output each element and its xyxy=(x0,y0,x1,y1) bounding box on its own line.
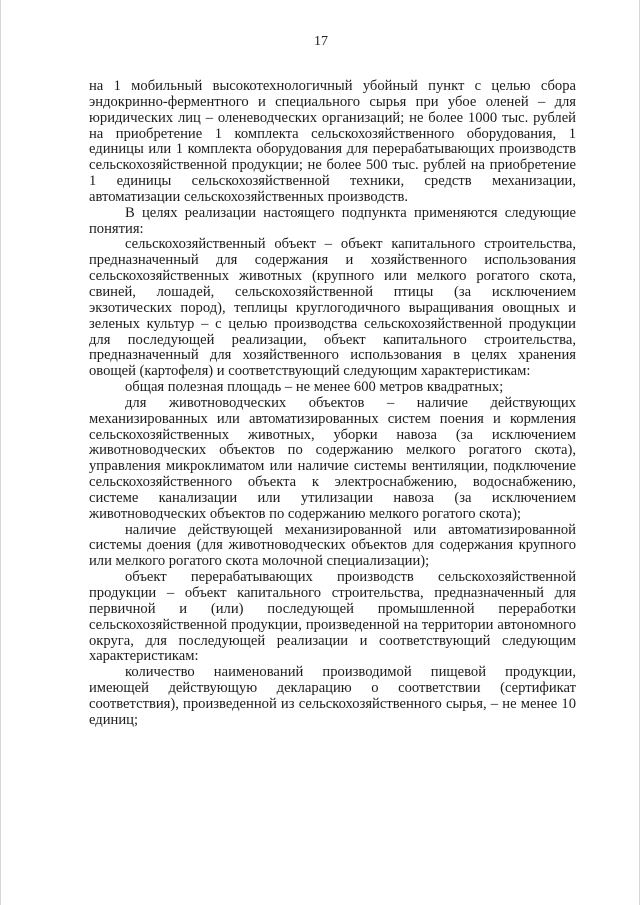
paragraph-milking-system: наличие действующей механизированной или автоматизированной системы доения (для животноводческих объектов для содержания крупного или мелкого рогатого скота молочной специализации); xyxy=(89,521,576,570)
document-body xyxy=(89,79,576,729)
paragraph-definitions-intro: В целях реализации настоящего подпункта применяются следующие понятия: xyxy=(89,204,576,237)
paragraph-floor-area: общая полезная площадь – не менее 600 метров квадратных; xyxy=(125,379,504,396)
paragraph-product-count: количество наименований производимой пищевой продукции, имеющей действующую декларацию о соответствии (сертификат соответствия), произведенной из сельскохозяйственного сырья, – не менее 10 единиц; xyxy=(89,664,576,728)
paragraph-livestock-systems: для животноводческих объектов – наличие действующих механизированных или автоматизированных систем поения и кормления сельскохозяйственных животных, уборки навоза (за исключением животноводческих объектов по содержанию мелкого рогатого скота), управления микроклиматом или наличие системы вентиляции, подключение сельскохозяйственного объекта к электроснабжению, водоснабжению, системе канализации или утилизации навоза (за исключением животноводческих объектов по содержанию мелкого рогатого скота); xyxy=(89,394,576,522)
paragraph-processing-object: объект перерабатывающих производств сельскохозяйственной продукции – объект капитального строительства, предназначенный для первичной и (или) последующей промышленной переработки сельскохозяйственной продукции, произведенной на территории автономного округа, для последующей реализации и соответствующий следующим характеристикам: xyxy=(89,569,576,665)
paragraph-funding-limits: на 1 мобильный высокотехнологичный убойный пункт с целью сбора эндокринно-ферментного и специального сырья при убое оленей – для юридических лиц – оленеводческих организаций; не более 1000 тыс. рублей на приобретение 1 комплекта сельскохозяйственного оборудования, 1 единицы или 1 комплекта оборудования для перерабатывающих производств сельскохозяйственной продукции; не более 500 тыс. рублей на приобретение 1 единицы сельскохозяйственной техники, средств механизации, автоматизации сельскохозяйственных производств. xyxy=(89,78,576,205)
paragraph-agricultural-object: сельскохозяйственный объект – объект капитального строительства, предназначенный для содержания и хозяйственного использования сельскохозяйственных животных (крупного или мелкого рогатого скота, свиней, лошадей, сельскохозяйственной птицы (за исключением экзотических пород), теплицы круглогодичного выращивания овощных и зеленых культур – с целью производства сельскохозяйственной продукции для последующей реализации, объект капитального строительства, предназначенный для хозяйственного использования в целях хранения овощей (картофеля) и соответствующий следующим характеристикам: xyxy=(89,236,576,380)
page-number: 17 xyxy=(314,34,328,49)
